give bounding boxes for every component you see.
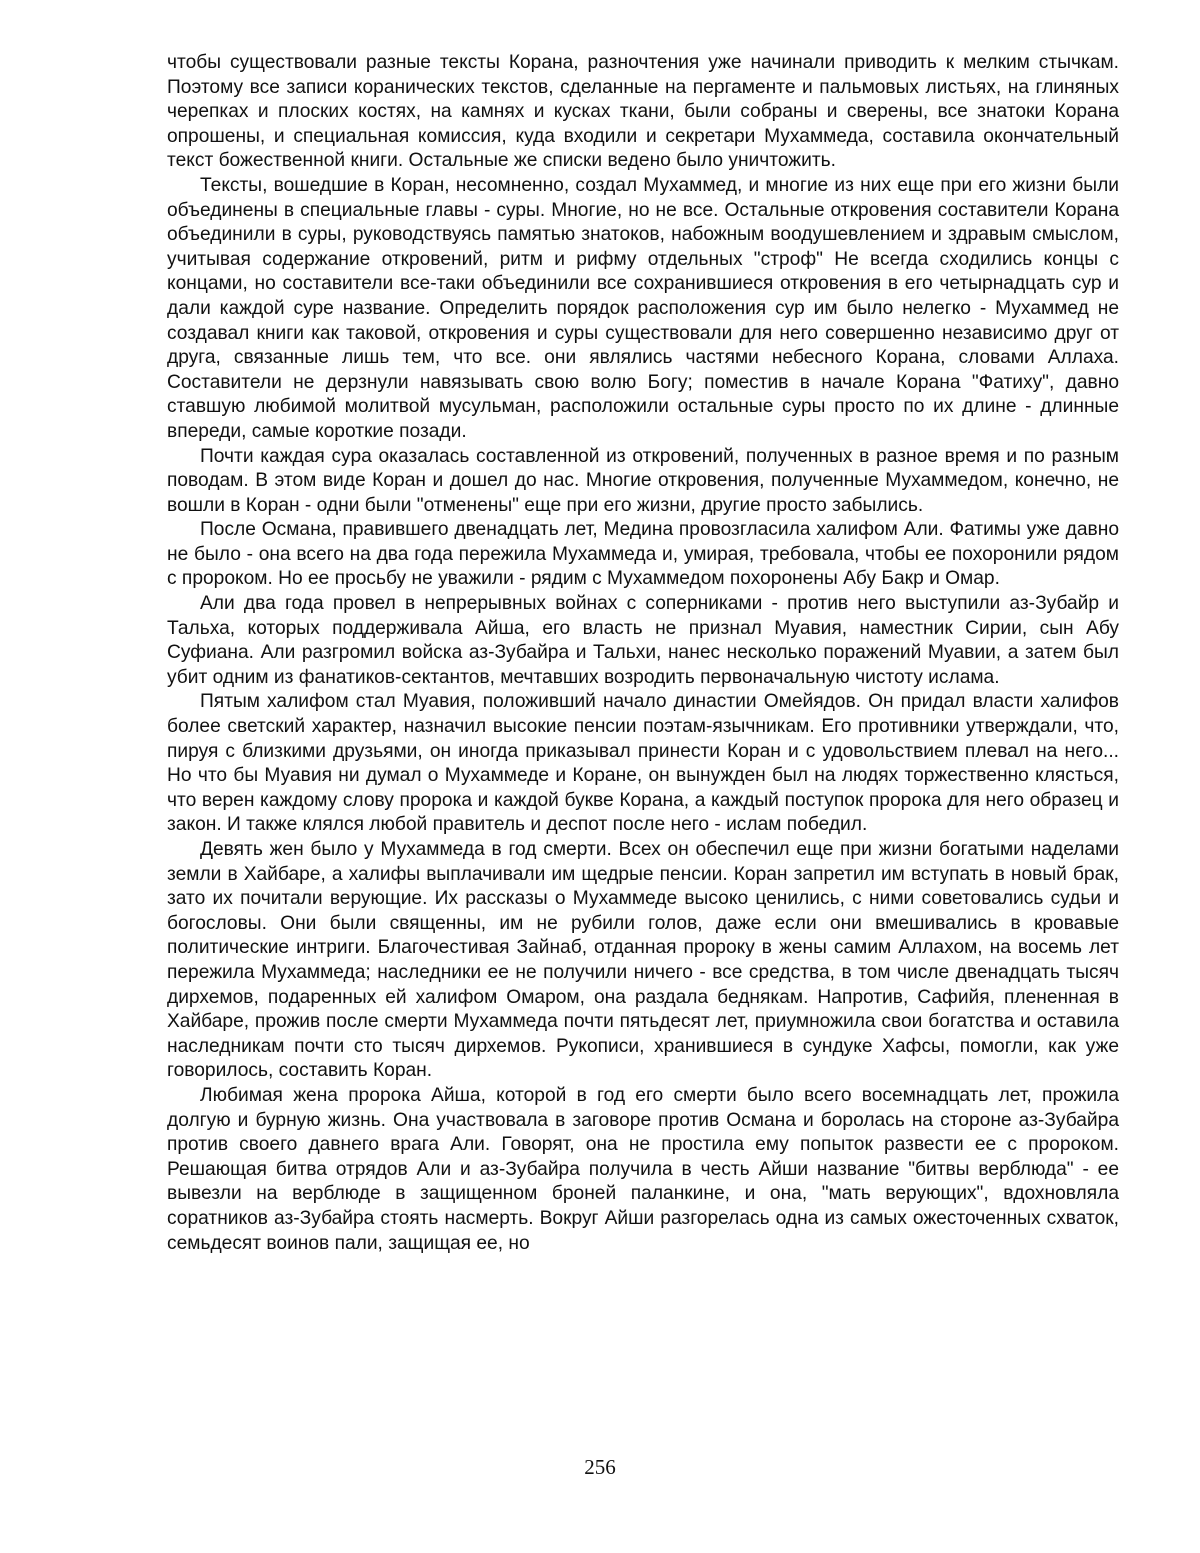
paragraph-1: чтобы существовали разные тексты Корана, разночтения уже начинали приводить к мелким стычкам. Поэтому все записи коранических текстов, сделанные на пергаменте и пальмовых листьях, на глиняных черепках и плоских костях, на камнях и кусках ткани, были собраны и сверены, все знатоки Корана опрошены, и специальная комиссия, куда входили и секретари Мухаммеда, составила окончательный текст божественной книги. Остальные же списки ведено было уничтожить. xyxy=(167,52,1119,172)
paragraph-3: Почти каждая сура оказалась составленной из откровений, полученных в разное время и по разным поводам. В этом виде Коран и дошел до нас. Многие откровения, полученные Мухаммедом, конечно, не вошли в Коран - одни были "отменены" еще при его жизни, другие просто забылись. xyxy=(167,445,1119,516)
page-body xyxy=(167,51,1119,1256)
paragraph-5: Али два года провел в непрерывных войнах с соперниками - против него выступили аз-Зубайр и Тальха, которых поддерживала Айша, его власть не признал Муавия, наместник Сирии, сын Абу Суфиана. Али разгромил войска аз-Зубайра и Тальхи, нанес несколько поражений Муавии, а затем был убит одним из фанатиков-сектантов, мечтавших возродить первоначальную чистоту ислама. xyxy=(167,593,1119,688)
paragraph-8: Любимая жена пророка Айша, которой в год его смерти было всего восемнадцать лет, прожила долгую и бурную жизнь. Она участвовала в заговоре против Османа и боролась на стороне аз-Зубайра против своего давнего врага Али. Говорят, она не простила ему попыток развести ее с пророком. Решающая битва отрядов Али и аз-Зубайра получила в честь Айши название "битвы верблюда" - ее вывезли на верблюде в защищенном броней паланкине, и она, "мать верующих", вдохновляла соратников аз-Зубайра стоять насмерть. Вокруг Айши разгорелась одна из самых ожесточенных схваток, семьдесят воинов пали, защищая ее, но xyxy=(167,1084,1119,1254)
paragraph-4: После Османа, правившего двенадцать лет, Медина провозгласила халифом Али. Фатимы уже давно не было - она всего на два года пережила Мухаммеда и, умирая, требовала, чтобы ее похоронили рядом с пророком. Но ее просьбу не уважили - рядим с Мухаммедом похоронены Абу Бакр и Омар. xyxy=(167,519,1119,590)
paragraph-7: Девять жен было у Мухаммеда в год смерти. Всех он обеспечил еще при жизни богатыми наделами земли в Хайбаре, а халифы выплачивали им щедрые пенсии. Коран запретил им вступать в новый брак, зато их почитали верующие. Их рассказы о Мухаммеде высоко ценились, с ними советовались судьи и богословы. Они были священны, им не рубили голов, даже если они вмешивались в кровавые политические интриги. Благочестивая Зайнаб, отданная пророку в жены самим Аллахом, на восемь лет пережила Мухаммеда; наследники ее не получили ничего - все средства, в том числе двенадцать тысяч дирхемов, подаренных ей халифом Омаром, она раздала беднякам. Напротив, Сафийя, плененная в Хайбаре, прожив после смерти Мухаммеда почти пятьдесят лет, приумножила свои богатства и оставила наследникам почти сто тысяч дирхемов. Рукописи, хранившиеся в сундуке Хафсы, помогли, как уже говорилось, составить Коран. xyxy=(167,839,1119,1082)
paragraph-6: Пятым халифом стал Муавия, положивший начало династии Омейядов. Он придал власти халифов более светский характер, назначил высокие пенсии поэтам-язычникам. Его противники утверждали, что, пируя с близкими друзьями, он иногда приказывал принести Коран и с удовольствием плевал на него... Но что бы Муавия ни думал о Мухаммеде и Коране, он вынужден был на людях торжественно клясться, что верен каждому слову пророка и каждой букве Корана, а каждый поступок пророка для него образец и закон. И также клялся любой правитель и деспот после него - ислам победил. xyxy=(167,691,1119,836)
page-number: 256 xyxy=(584,1455,616,1479)
paragraph-2: Тексты, вошедшие в Коран, несомненно, создал Мухаммед, и многие из них еще при его жизни были объединены в специальные главы - суры. Многие, но не все. Остальные откровения составители Корана объединили в суры, руководствуясь памятью знатоков, набожным воодушевлением и здравым смыслом, учитывая содержание откровений, ритм и рифму отдельных "строф" Не всегда сходились концы с концами, но составители все-таки объединили все сохранившиеся откровения в его четырнадцать сур и дали каждой суре название. Определить порядок расположения сур им было нелегко - Мухаммед не создавал книги как таковой, откровения и суры существовали для него совершенно независимо друг от друга, связанные лишь тем, что все. они являлись частями небесного Корана, словами Аллаха. Составители не дерзнули навязывать свою волю Богу; поместив в начале Корана "Фатиху", давно ставшую любимой молитвой мусульман, расположили остальные суры просто по их длине - длинные впереди, самые короткие позади. xyxy=(167,174,1119,442)
